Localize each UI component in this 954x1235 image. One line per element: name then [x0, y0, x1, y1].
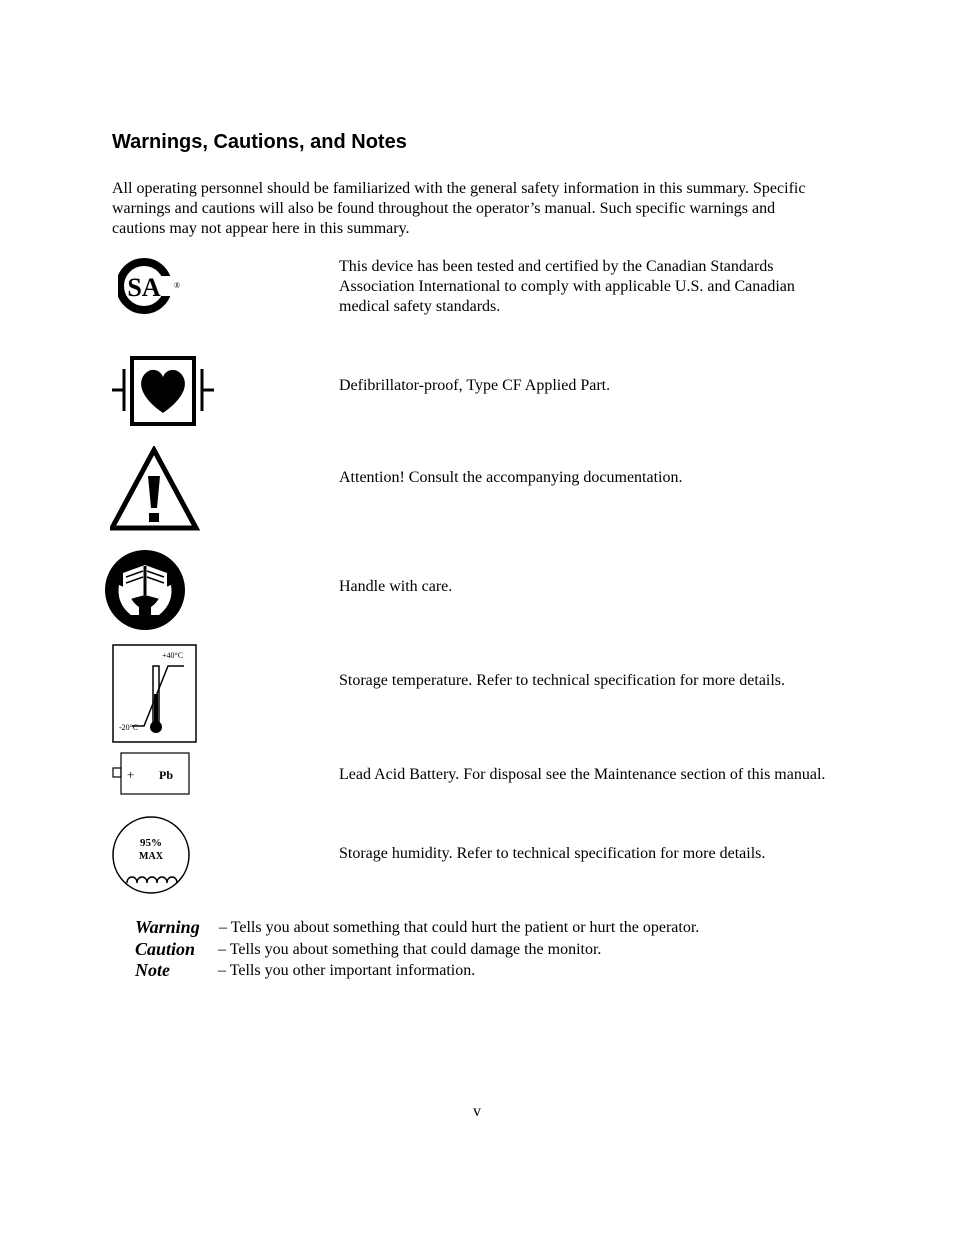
legend-def-warning: – Tells you about something that could hurt the patient or hurt the operator.	[219, 919, 700, 936]
storage-humidity-icon	[111, 815, 193, 897]
temp-high-label: +40°C	[162, 651, 184, 660]
attention-description: Attention! Consult the accompanying documentation.	[339, 469, 683, 486]
lead-acid-battery-icon	[112, 752, 192, 796]
csa-certification-icon	[118, 256, 180, 316]
legend-term-note: Note	[135, 960, 170, 980]
legend-term-warning: Warning	[135, 917, 200, 937]
temp-low-label: -20°C	[119, 723, 139, 732]
intro-paragraph: All operating personnel should be familiarized with the general safety information in this summary. Specific warnings and cautions will also be found throughout the operator’s manual. Such specific warnings and cautions may not appear here in this summary.	[112, 180, 806, 237]
attention-warning-icon	[110, 446, 200, 532]
svg-text:SA: SA	[127, 273, 161, 302]
humidity-max-label: MAX	[139, 851, 163, 862]
defibrillator-proof-cf-icon	[110, 355, 216, 427]
humidity-percent-label: 95%	[140, 837, 162, 849]
page-title: Warnings, Cautions, and Notes	[112, 131, 407, 153]
handle-with-care-icon	[103, 549, 187, 631]
humidity-description: Storage humidity. Refer to technical specification for more details.	[339, 845, 766, 862]
registered-mark: ®	[174, 281, 180, 290]
legend-def-caution: – Tells you about something that could damage the monitor.	[218, 941, 602, 958]
battery-plus-label: +	[127, 767, 135, 782]
defibrillator-description: Defibrillator-proof, Type CF Applied Part.	[339, 377, 611, 394]
csa-description: This device has been tested and certified by the Canadian Standards Association International to comply with applicable U.S. and Canadian medical safety standards.	[339, 258, 795, 315]
battery-chem-label: Pb	[159, 768, 174, 782]
legend-term-caution: Caution	[135, 939, 196, 959]
handle-care-description: Handle with care.	[339, 578, 453, 595]
temperature-description: Storage temperature. Refer to technical specification for more details.	[339, 672, 786, 689]
storage-temperature-icon	[112, 644, 198, 744]
legend-def-note: – Tells you other important information.	[218, 962, 476, 979]
battery-description: Lead Acid Battery. For disposal see the Maintenance section of this manual.	[339, 766, 826, 783]
page-number: v	[473, 1103, 481, 1120]
